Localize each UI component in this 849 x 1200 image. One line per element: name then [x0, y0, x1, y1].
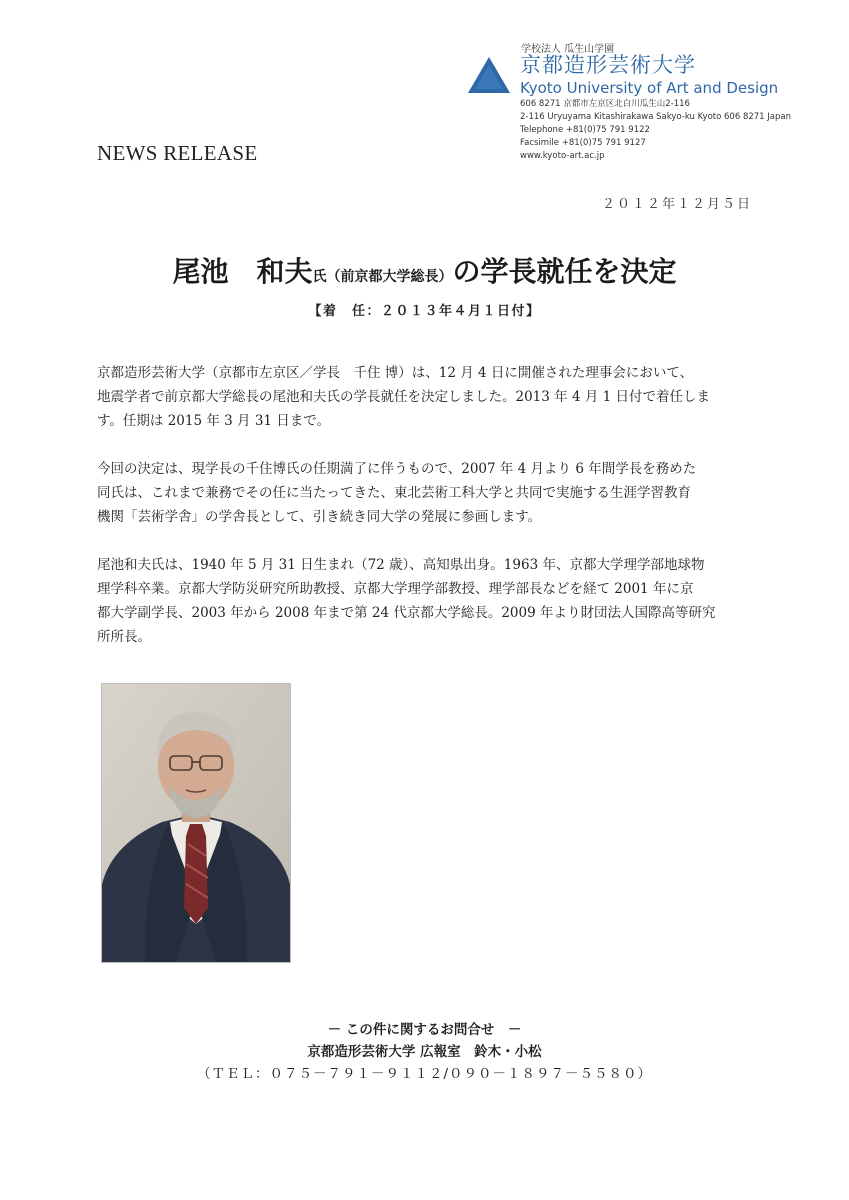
appointment-date: 【着 任：２０１３年４月１日付】	[308, 304, 541, 319]
title-rest: の学長就任を決定	[452, 255, 677, 288]
paragraph-line: 京都造形芸術大学（京都市左京区／学長 千住 博）は、12 月 4 日に開催された理事会において、	[97, 365, 694, 381]
letterhead-facsimile: Facsimile +81(0)75 791 9127	[520, 138, 646, 148]
portrait-photo	[101, 683, 291, 963]
paragraph-1	[97, 361, 757, 433]
title-name: 尾池 和夫	[172, 255, 313, 288]
paragraph-line: 都大学副学長、2003 年から 2008 年まで第 24 代京都大学総長。2009 年より財団法人国際高等研究	[97, 605, 716, 621]
contact-tel: （ＴＥＬ：０７５－７９１－９１１２/０９０－１８９７－５５８０）	[196, 1066, 653, 1082]
portrait-image	[102, 684, 290, 962]
contact-office: 京都造形芸術大学 広報室 鈴木・小松	[307, 1044, 542, 1060]
contact-heading: － この件に関するお問合せ －	[327, 1022, 522, 1038]
letterhead-website: www.kyoto-art.ac.jp	[520, 151, 605, 161]
paragraph-line: 所所長。	[97, 629, 151, 645]
paragraph-2	[97, 457, 757, 529]
paragraph-line: 今回の決定は、現学長の千住博氏の任期満了に伴うもので、2007 年 4 月より 6 年間学長を務めた	[97, 461, 697, 477]
paragraph-line: 同氏は、これまで兼務でその任に当たってきた、東北芸術工科大学と共同で実施する生涯学習教育	[97, 485, 691, 501]
page-title	[0, 250, 849, 290]
paragraph-line: 理学科卒業。京都大学防災研究所助教授、京都大学理学部教授、理学部長などを経て 2001 年に京	[97, 581, 694, 597]
title-honorific: 氏	[312, 269, 327, 285]
letterhead-org: 学校法人 瓜生山学園	[521, 44, 615, 55]
paragraph-line: す。任期は 2015 年 3 月 31 日まで。	[97, 413, 331, 429]
letterhead-name-ja: 京都造形芸術大学	[520, 53, 696, 77]
paragraph-line: 機関「芸術学舎」の学舎長として、引き続き同大学の発展に参画します。	[97, 509, 542, 525]
letterhead-address-en: 2-116 Uryuyama Kitashirakawa Sakyo-ku Kyoto 606 8271 Japan	[520, 112, 791, 122]
title-paren: （前京都大学総長）	[326, 269, 453, 285]
paragraph-3	[97, 553, 757, 649]
paragraph-line: 尾池和夫氏は、1940 年 5 月 31 日生まれ（72 歳）、高知県出身。1963 年、京都大学理学部地球物	[97, 557, 705, 573]
news-release-label: NEWS RELEASE	[97, 141, 258, 165]
letterhead-name-en: Kyoto University of Art and Design	[520, 79, 779, 97]
paragraph-line: 地震学者で前京都大学総長の尾池和夫氏の学長就任を決定しました。2013 年 4 月 1 日付で着任しま	[97, 389, 710, 405]
letterhead-address-ja: 606 8271 京都市左京区北白川瓜生山2-116	[520, 99, 690, 109]
release-date: ２０１２年１２月５日	[601, 197, 752, 212]
university-logo-icon	[467, 56, 511, 94]
letterhead-telephone: Telephone +81(0)75 791 9122	[520, 125, 650, 135]
